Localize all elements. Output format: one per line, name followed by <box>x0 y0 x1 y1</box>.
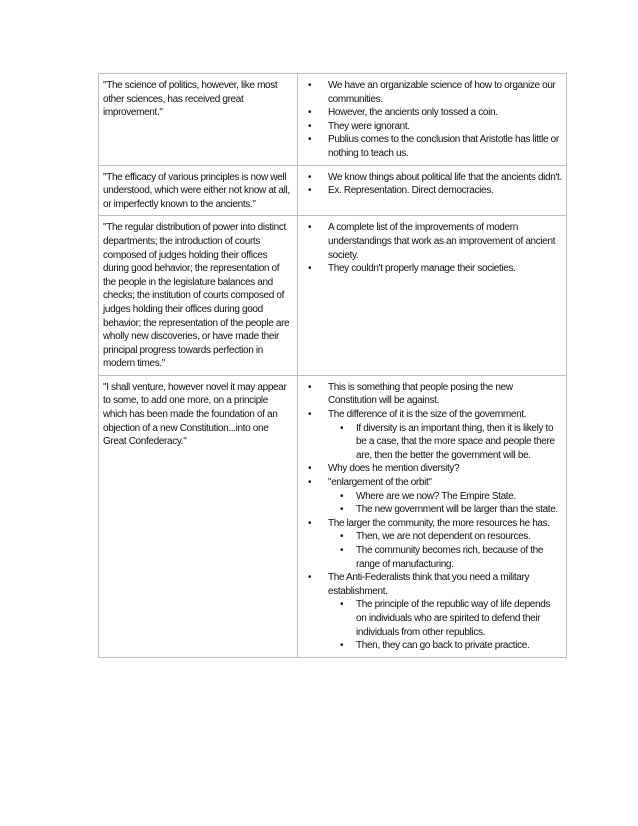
bullet-item <box>302 120 562 134</box>
table-row <box>99 165 567 216</box>
quote-cell <box>99 165 298 216</box>
notes-cell <box>298 165 567 216</box>
quote-cell <box>99 375 298 657</box>
bullet-text: The difference of it is the size of the government. <box>328 409 527 421</box>
quote-text: "The regular distribution of power into distinct departments; the introduction of courts composed of judges holding their offices during good behavior; the representation of the people in the legislature balances and checks; the institution of courts composed of judges holding their offices during good behavior; the representation of the people are wholly new discoveries, or have made their principal progress towards perfection in modern times." <box>103 222 290 370</box>
bullet-item <box>302 133 562 160</box>
bullet-item <box>302 381 562 408</box>
notes-cell <box>298 216 567 376</box>
bullet-item <box>302 171 562 185</box>
bullet-text: This is something that people posing the new Constitution will be against. <box>328 381 513 407</box>
bullet-text: "enlargement of the orbit" <box>328 477 432 489</box>
quote-cell <box>99 216 298 376</box>
bullet-item <box>302 221 562 262</box>
bullet-list <box>302 381 562 653</box>
bullet-text: The larger the community, the more resources he has. <box>328 517 550 529</box>
bullet-text: Publius comes to the conclusion that Aristotle has little or nothing to teach us. <box>328 134 559 159</box>
sub-bullet-list <box>328 490 562 517</box>
bullet-list <box>302 171 562 198</box>
sub-bullet-item: • Where are we now? The Empire State. <box>328 490 562 504</box>
sub-bullet-list <box>328 422 562 463</box>
sub-bullet-item: • If diversity is an important thing, then it is likely to be a case, that the more space and people there are, then the better the government will be. <box>328 422 562 463</box>
bullet-text: The Anti-Federalists think that you need a military establishment. <box>328 572 530 597</box>
bullet-text: A complete list of the improvements of modern understandings that work as an improvement of ancient society. <box>328 222 556 261</box>
notes-table <box>98 73 567 658</box>
quote-text: "The science of politics, however, like most other sciences, has received great improvement." <box>103 80 278 119</box>
bullet-item <box>302 571 562 653</box>
table-row <box>99 74 567 166</box>
bullet-text: We have an organizable science of how to organize our communities. <box>328 80 556 105</box>
table-row <box>99 375 567 657</box>
bullet-text: Why does he mention diversity? <box>328 463 460 475</box>
table-row <box>99 216 567 376</box>
quote-cell <box>99 74 298 166</box>
notes-cell <box>298 375 567 657</box>
bullet-text: Ex. Representation. Direct democracies. <box>328 185 494 197</box>
sub-bullet-list <box>328 530 562 571</box>
bullet-item <box>302 462 562 476</box>
sub-bullet-item: • The principle of the republic way of life depends on individuals who are spirited to defend their individuals from other republics. <box>328 598 562 639</box>
bullet-text: However, the ancients only tossed a coin. <box>328 107 498 119</box>
bullet-text: They were ignorant. <box>328 120 410 132</box>
bullet-list <box>302 79 562 161</box>
sub-bullet-item: • Then, we are not dependent on resources. <box>328 530 562 544</box>
quote-text: "I shall venture, however novel it may appear to some, to add one more, on a principle which has been made the foundation of an objection of a new Constitution...into one Great Confederacy." <box>103 381 287 448</box>
bullet-item <box>302 408 562 462</box>
bullet-item <box>302 79 562 106</box>
bullet-text: They couldn't properly manage their societies. <box>328 263 516 275</box>
bullet-item <box>302 184 562 198</box>
notes-table-body <box>99 74 567 658</box>
sub-bullet-item: • Then, they can go back to private practice. <box>328 639 562 653</box>
notes-cell <box>298 74 567 166</box>
sub-bullet-item: • The community becomes rich, because of the range of manufacturing. <box>328 544 562 571</box>
bullet-text: We know things about political life that the ancients didn't. <box>328 171 562 183</box>
bullet-item <box>302 476 562 517</box>
bullet-item <box>302 106 562 120</box>
sub-bullet-list <box>328 598 562 652</box>
bullet-item <box>302 517 562 571</box>
bullet-item <box>302 262 562 276</box>
quote-text: "The efficacy of various principles is now well understood, which were either not know at all, or imperfectly known to the ancients." <box>103 171 290 210</box>
bullet-list <box>302 221 562 275</box>
sub-bullet-item: • The new government will be larger than the state. <box>328 503 562 517</box>
